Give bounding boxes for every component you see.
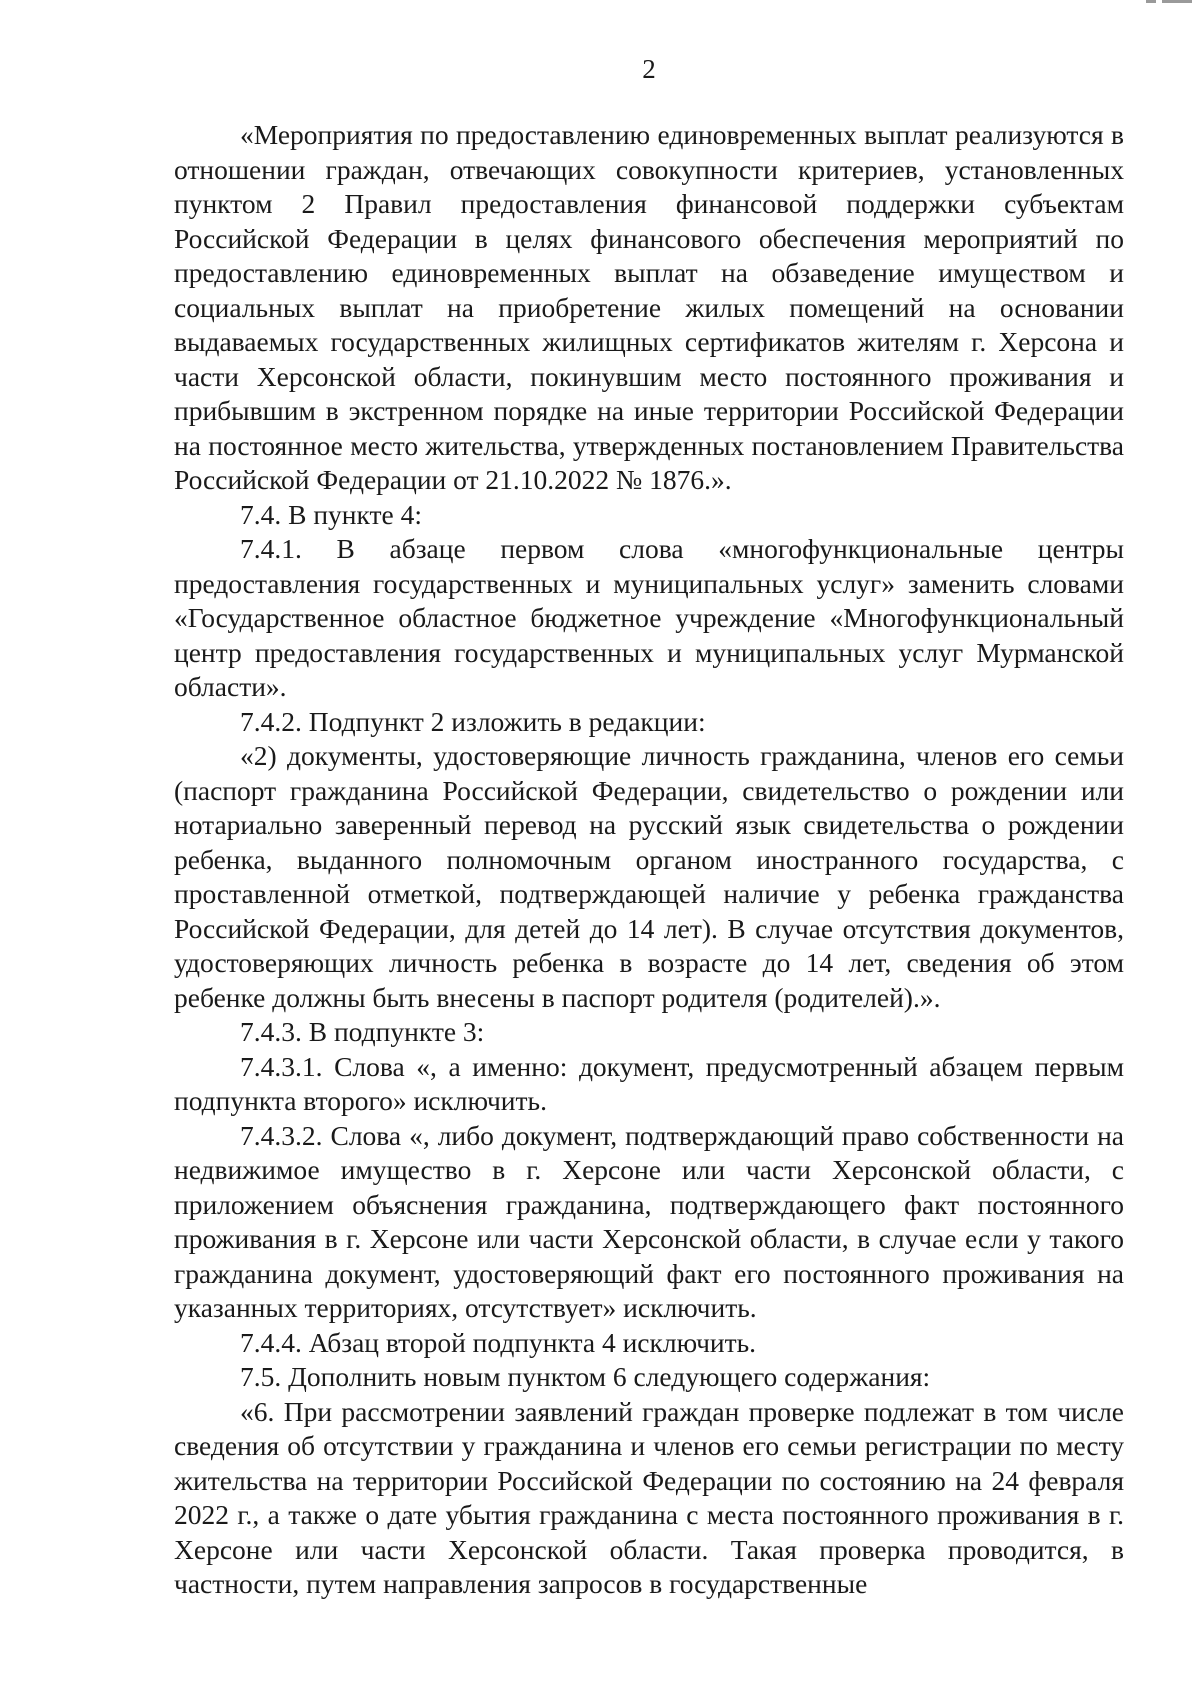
paragraph-7-4-4: 7.4.4. Абзац второй подпункта 4 исключить. bbox=[240, 1326, 757, 1358]
paragraph-7-4-2: 7.4.2. Подпункт 2 изложить в редакции: bbox=[240, 705, 706, 737]
document-body bbox=[174, 118, 1124, 1602]
paragraph-7-4-1: 7.4.1. В абзаце первом слова «многофункциональные центры предоставления государственных и муниципальных услуг» заменить словами «Государственное областное бюджетное учреждение «Многофункциональный центр предоставления государственных и муниципальных услуг Мурманской области». bbox=[174, 533, 1124, 702]
paragraph-7-4-3-2: 7.4.3.2. Слова «, либо документ, подтверждающий право собственности на недвижимое имущество в г. Херсоне или части Херсонской области, с приложением объяснения гражданина, подтверждающего факт постоянного проживания в г. Херсоне или части Херсонской области, в случае если у такого гражданина документ, удостоверяющий факт его постоянного проживания на указанных территориях, отсутствует» исключить. bbox=[174, 1119, 1124, 1323]
scan-edge-mark bbox=[1140, 0, 1200, 6]
page-number: 2 bbox=[642, 54, 656, 84]
paragraph-7-4: 7.4. В пункте 4: bbox=[240, 498, 423, 530]
paragraph-criteria: «Мероприятия по предоставлению единовременных выплат реализуются в отношении граждан, отвечающих совокупности критериев, установленных пунктом 2 Правил предоставления финансовой поддержки субъектам Российской Федерации в целях финансового обеспечения мероприятий по предоставлению единовременных выплат на обзаведение имуществом и социальных выплат на приобретение жилых помещений на основании выдаваемых государственных жилищных сертификатов жителям г. Херсона и части Херсонской области, покинувшим место постоянного проживания и прибывшим в экстренном порядке на иные территории Российской Федерации на постоянное место жительства, утвержденных постановлением Правительства Российской Федерации от 21.10.2022 № 1876.». bbox=[174, 119, 1124, 495]
paragraph-7-4-3: 7.4.3. В подпункте 3: bbox=[240, 1016, 485, 1047]
paragraph-point-6: «6. При рассмотрении заявлений граждан проверке подлежат в том числе сведения об отсутствии у гражданина и членов его семьи регистрации по месту жительства на территории Российской Федерации по состоянию на 24 февраля 2022 г., а также о дате убытия гражданина с места постоянного проживания в г. Херсоне или части Херсонской области. Такая проверка проводится, в частности, путем направления запросов в государственные bbox=[174, 1395, 1124, 1599]
paragraph-7-5: 7.5. Дополнить новым пунктом 6 следующего содержания: bbox=[240, 1361, 931, 1392]
paragraph-subpoint-2: «2) документы, удостоверяющие личность гражданина, членов его семьи (паспорт гражданина Российской Федерации, свидетельство о рождении или нотариально заверенный перевод на русский язык свидетельства о рождении ребенка, выданного полномочным органом иностранного государства, с проставленной отметкой, подтверждающей наличие у ребенка гражданства Российской Федерации, для детей до 14 лет). В случае отсутствия документов, удостоверяющих личность ребенка в возрасте до 14 лет, сведения об этом ребенке должны быть внесены в паспорт родителя (родителей).». bbox=[174, 740, 1124, 1013]
paragraph-7-4-3-1: 7.4.3.1. Слова «, а именно: документ, предусмотренный абзацем первым подпункта второго» исключить. bbox=[174, 1050, 1124, 1116]
